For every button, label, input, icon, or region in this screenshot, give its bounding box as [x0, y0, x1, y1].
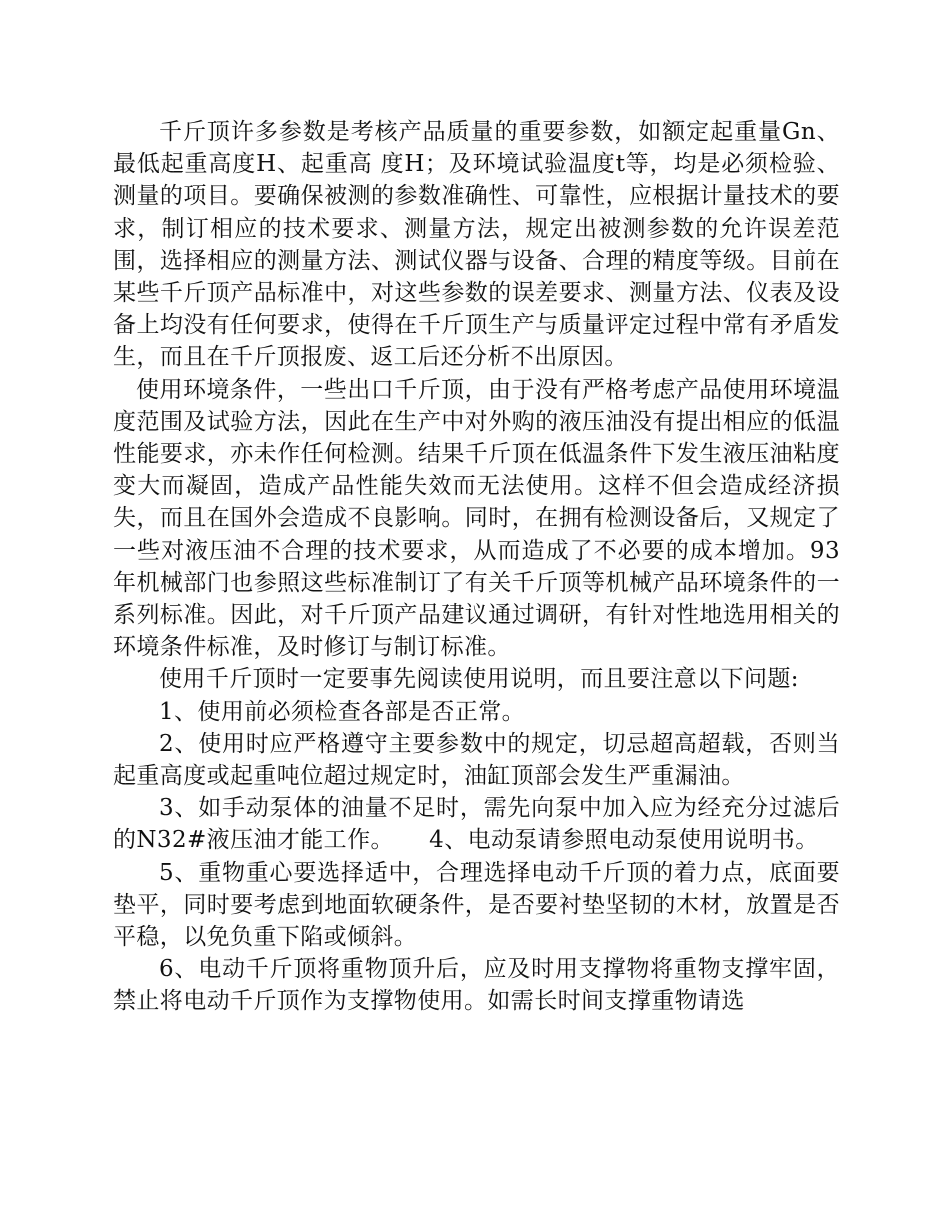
- list-item-3-4: 3、如手动泵体的油量不足时，需先向泵中加入应为经充分过滤后的N32#液压油才能工作。 4、电动泵请参照电动泵使用说明书。: [113, 795, 840, 854]
- list-item-1: 1、使用前必须检查各部是否正常。: [159, 698, 526, 725]
- list-item-5: 5、重物重心要选择适中，合理选择电动千斤顶的着力点，底面要垫平，同时要考虑到地面软硬条件，是否要衬垫坚韧的木材，放置是否平稳，以免负重下陷或倾斜。: [113, 859, 840, 951]
- paragraph-parameters: 千斤顶许多参数是考核产品质量的重要参数，如额定起重量Gn、最低起重高度H、起重高 度H；及环境试验温度t等，均是必须检验、测量的项目。要确保被测的参数准确性、可靠性，应根据计量技术的要求，制订相应的技术要求、测量方法，规定出被测参数的允许误差范围，选择相应的测量方法、测试仪器与设备、合理的精度等级。目前在某些千斤顶产品标准中，对这些参数的误差要求、测量方法、仪表及设备上均没有任何要求，使得在千斤顶生产与质量评定过程中常有矛盾发生，而且在千斤顶报废、返工后还分析不出原因。: [113, 119, 840, 371]
- document-body: [113, 116, 840, 1018]
- paragraph-environment: 使用环境条件，一些出口千斤顶，由于没有严格考虑产品使用环境温度范围及试验方法，因此在生产中对外购的液压油没有提出相应的低温性能要求，亦未作任何检测。结果千斤顶在低温条件下发生液压油粘度变大而凝固，造成产品性能失效而无法使用。这样不但会造成经济损失，而且在国外会造成不良影响。同时，在拥有检测设备后，又规定了一些对液压油不合理的技术要求，从而造成了不必要的成本增加。93年机械部门也参照这些标准制订了有关千斤顶等机械产品环境条件的一系列标准。因此，对千斤顶产品建议通过调研，有针对性地选用相关的环境条件标准，及时修订与制订标准。: [113, 376, 840, 661]
- list-item-2: 2、使用时应严格遵守主要参数中的规定，切忌超高超载，否则当起重高度或起重吨位超过规定时，油缸顶部会发生严重漏油。: [113, 730, 840, 790]
- list-item-6: 6、电动千斤顶将重物顶升后，应及时用支撑物将重物支撑牢固，禁止将电动千斤顶作为支撑物使用。如需长时间支撑重物请选: [113, 956, 840, 1015]
- paragraph-usage-intro: 使用千斤顶时一定要事先阅读使用说明，而且要注意以下问题:: [159, 666, 799, 693]
